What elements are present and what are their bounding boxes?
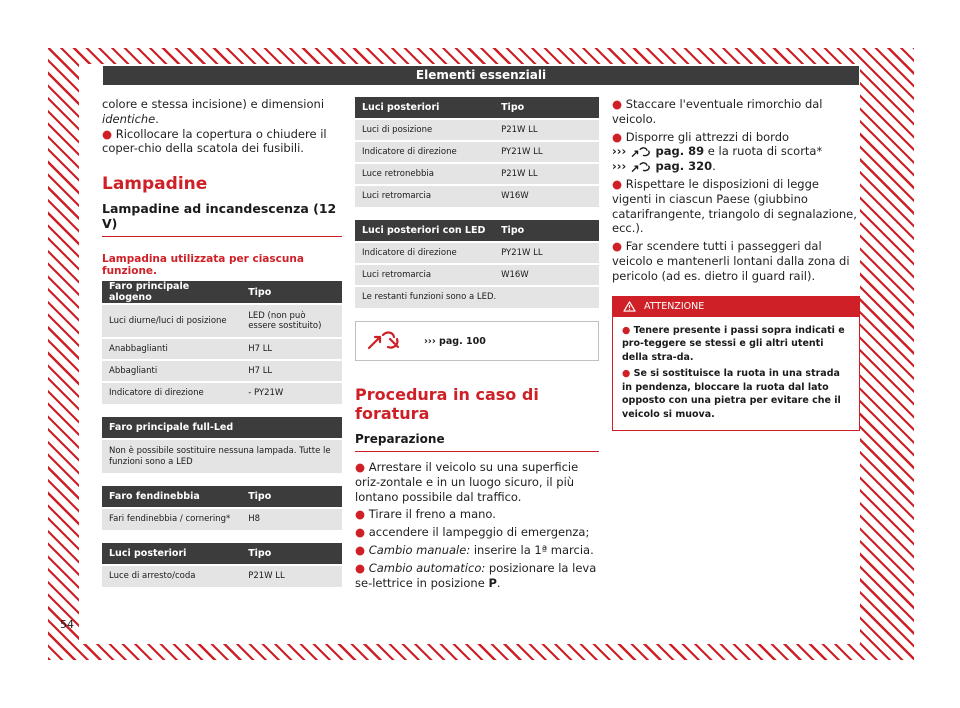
table-rear-lights-b [355, 97, 599, 207]
table-header: Luci posteriori [355, 97, 494, 119]
bullet-item: ● Cambio manuale: inserire la 1ª marcia. [355, 542, 594, 557]
bullet-item: ● Arrestare il veicolo su una superficie oriz-zontale e in un luogo sicuro, il più lontano possibile dal traffico. [355, 460, 579, 504]
table-header: Faro fendinebbia [102, 486, 241, 508]
table-fog-light [102, 486, 342, 530]
warning-header [613, 297, 859, 317]
column-middle [355, 97, 599, 593]
bullet-item: ● accendere il lampeggio di emergenza; [355, 525, 590, 540]
table-row: Luci retromarcia W16W [355, 185, 599, 207]
procedure-subtitle: Preparazione [355, 432, 599, 452]
page-number: 54 [60, 618, 74, 631]
table-header: Faro principale alogeno [102, 281, 241, 304]
warning-item: ● Se si sostituisce la ruota in una strada in pendenza, bloccare la ruota dal lato opposto con una pietra per evitare che il veicolo si muova. [622, 368, 841, 420]
table-row: Le restanti funzioni sono a LED. [355, 286, 599, 308]
table-row: Luci di posizione P21W LL [355, 119, 599, 141]
section-title: Lampadine [102, 174, 208, 195]
table-halogen-headlight [102, 281, 342, 404]
table-header: Luci posteriori con LED [355, 220, 494, 242]
table-header: Luci posteriori [102, 543, 241, 565]
table-header: Tipo [241, 486, 342, 508]
table-row: Indicatore di direzione PY21W LL [355, 141, 599, 163]
table-row: Luci retromarcia W16W [355, 264, 599, 286]
table-header: Faro principale full-Led [102, 417, 342, 439]
warning-title: ATTENZIONE [644, 301, 705, 313]
page-reference: ››› pag. 320. [612, 159, 716, 174]
table-header: Tipo [241, 281, 342, 304]
bullet-item: ● Tirare il freno a mano. [355, 507, 496, 522]
table-rear-lights-led [355, 220, 599, 308]
bullet-item: ● Rispettare le disposizioni di legge vigenti in ciascun Paese (giubbino catarifrangente, triangolo di segnalazione, ecc.). [612, 176, 857, 236]
table-rear-lights-a [102, 543, 342, 587]
table-row: Luci diurne/luci di posizione LED (non può essere sostituito) [102, 304, 342, 338]
bullet-item: ● Cambio automatico: posizionare la leva se-lettrice in posizione P. [355, 560, 597, 590]
table-row: Fari fendinebbia / cornering* H8 [102, 508, 342, 530]
column-left [102, 97, 342, 587]
page-header: Elementi essenziali [103, 66, 859, 85]
warning-icon [623, 301, 636, 312]
table-caption: Lampadina utilizzata per ciascuna funzione. [102, 253, 304, 278]
table-row: Non è possibile sostituire nessuna lampada. Tutte le funzioni sono a LED [102, 439, 342, 473]
tool-icon [630, 161, 652, 173]
table-row: Luce di arresto/coda P21W LL [102, 565, 342, 587]
reference-link[interactable]: ››› pag. 100 [424, 335, 486, 347]
table-full-led-headlight [102, 417, 342, 473]
reference-box [355, 321, 599, 361]
warning-item: ● Tenere presente i passi sopra indicati e pro-teggere se stessi e gli altri utenti della stra-da. [622, 324, 845, 363]
table-row: Abbaglianti H7 LL [102, 360, 342, 382]
table-header: Tipo [494, 220, 599, 242]
intro-text: colore e stessa incisione) e dimensioni identiche. [102, 97, 325, 126]
page-link[interactable]: pag. 89 [655, 144, 705, 159]
bullet-item: ● Disporre gli attrezzi di bordo [612, 129, 790, 144]
table-row: Luce retronebbia P21W LL [355, 163, 599, 185]
table-header: Tipo [241, 543, 342, 565]
table-row: Anabbaglianti H7 LL [102, 338, 342, 360]
page-reference: ››› pag. 89 e la ruota di scorta* [612, 144, 823, 159]
table-row: Indicatore di direzione - PY21W [102, 382, 342, 404]
bullet-item: ● Far scendere tutti i passeggeri dal veicolo e mantenerli lontani dalla zona di pericolo (ad es. dietro il guard rail). [612, 239, 850, 283]
procedure-title: Procedura in caso di foratura [355, 385, 539, 423]
column-right [612, 97, 860, 431]
page-link[interactable]: pag. 320 [655, 159, 713, 174]
subsection-title: Lampadine ad incandescenza (12 V) [102, 201, 342, 237]
tool-icon [366, 329, 402, 353]
bullet-item: ● Staccare l'eventuale rimorchio dal veicolo. [612, 97, 823, 126]
table-header: Tipo [494, 97, 599, 119]
bullet-item: ● Ricollocare la copertura o chiudere il coper-chio della scatola dei fusibili. [102, 126, 327, 156]
warning-box [612, 296, 860, 432]
tool-icon [630, 146, 652, 158]
table-row: Indicatore di direzione PY21W LL [355, 242, 599, 264]
